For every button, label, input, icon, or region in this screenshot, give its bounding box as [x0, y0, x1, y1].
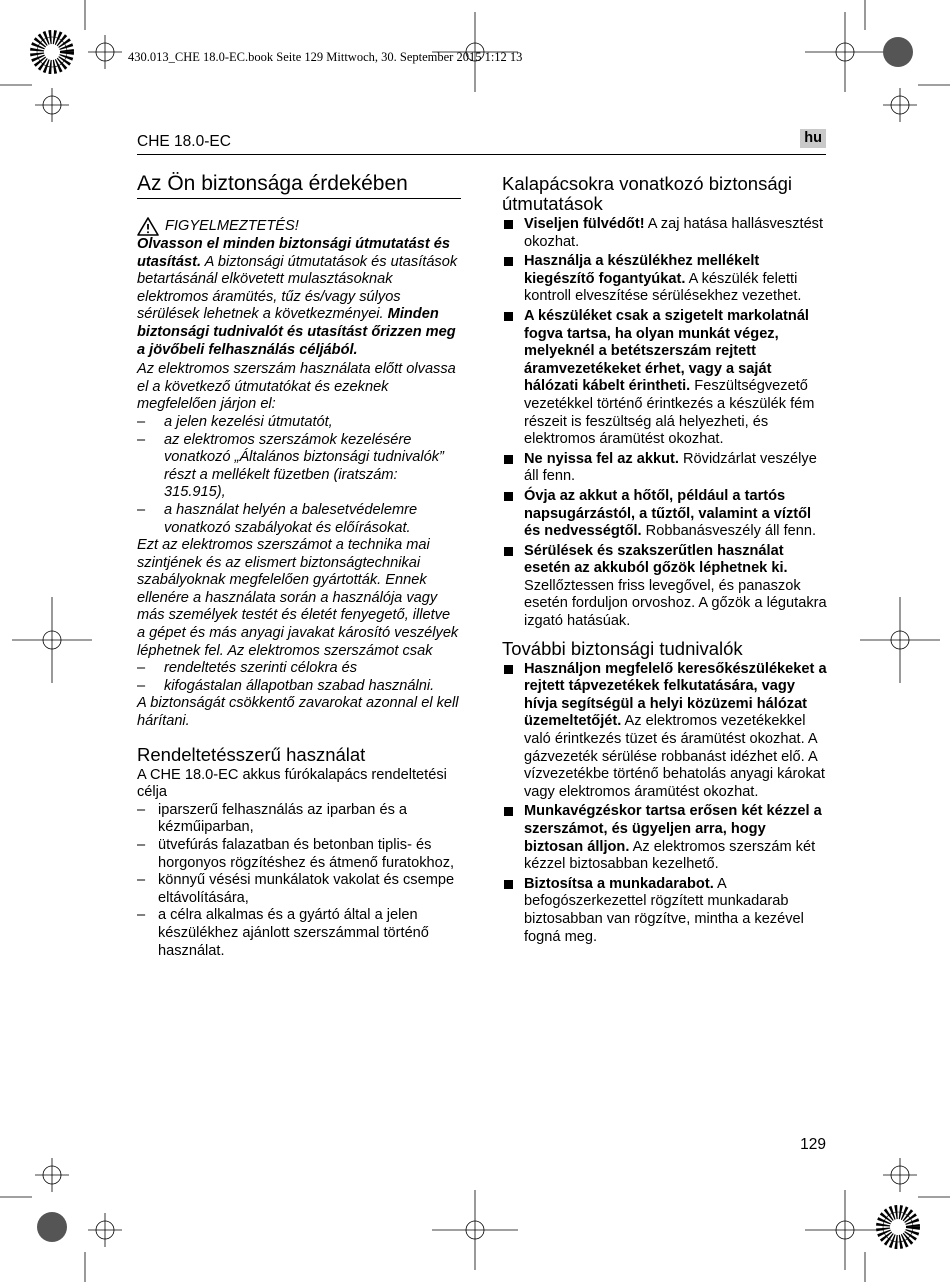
list-item: – rendeltetés szerinti célokra és: [137, 660, 461, 678]
right-column: [502, 174, 828, 948]
page-number: 129: [800, 1136, 826, 1153]
list-item: Ne nyissa fel az akkut. Rövidzárlat veszélye áll fenn.: [502, 451, 828, 486]
subsection-title: Rendeltetésszerű használat: [137, 743, 366, 765]
list-item: – a használat helyén a balesetvédelemre vonatkozó szabályokat és előírásokat.: [137, 502, 461, 537]
language-badge: hu: [800, 129, 826, 148]
list-item: Használja a készülékhez mellékelt kiegészítő fogantyúkat. A készülék feletti kontroll elveszítése sérülésekhez vezethet.: [502, 253, 828, 306]
list-item: – a célra alkalmas és a gyártó által a jelen készülékhez ajánlott szerszámmal történő használat.: [137, 907, 461, 960]
warning-icon: [137, 217, 159, 236]
print-header: 430.013_CHE 18.0-EC.book Seite 129 Mittwoch, 30. September 2015 1:12 13: [128, 50, 523, 64]
warning-label: FIGYELMEZTETÉS!: [165, 217, 299, 234]
section-title: Kalapácsokra vonatkozó biztonsági útmutatások: [502, 173, 793, 214]
model-name: CHE 18.0-EC: [137, 133, 231, 150]
paragraph: A biztonságát csökkentő zavarokat azonnal el kell hárítani.: [137, 695, 459, 730]
list-item: Viseljen fülvédőt! A zaj hatása hallásvesztést okozhat.: [502, 216, 828, 251]
list-item: Sérülések és szakszerűtlen használat esetén az akkuból gőzök léphetnek ki. Szellőztessen friss levegővel, és panaszok esetén forduljon orvoshoz. A gőzök a légutakra izgató hatásúak.: [502, 543, 828, 631]
list-item: – kifogástalan állapotban szabad használni.: [137, 678, 461, 696]
list-item: – ütvefúrás falazatban és betonban tiplis- és horgonyos rögzítéshez és átmenő furatokhoz,: [137, 837, 461, 872]
intro-text: Az elektromos szerszám használata előtt olvassa el a következő útmutatókat és ezeknek megfelelően járjon el:: [137, 361, 456, 413]
list-item: – könnyű vésési munkálatok vakolat és csempe eltávolítására,: [137, 872, 461, 907]
left-column: [137, 172, 461, 960]
warning-text: Olvasson el minden biztonsági útmutatást és utasítást. A biztonsági útmutatások és utasítások betartásánál elkövetett mulasztásoknak elektromos áramütés, tűz és/vagy súlyos sérülések lehetnek a következményei. Minden biztonsági tudnivalót és utasítást őrizzen meg a jövőbeli felhasználás céljából.: [137, 236, 458, 358]
subsection-title: További biztonsági tudnivalók: [502, 637, 743, 659]
list-item: Munkavégzéskor tartsa erősen két kézzel a szerszámot, és ügyeljen arra, hogy biztosan álljon. Az elektromos szerszám két kézzel biztosabban kezelhető.: [502, 803, 828, 873]
list-item: – a jelen kezelési útmutatót,: [137, 414, 461, 432]
list-item: A készüléket csak a szigetelt markolatnál fogva tartsa, ha olyan munkát végez, melyeknél a betétszerszám rejtett áramvezetékeket érhet, vagy a saját hálózati kábelt érintheti. Feszültségvezető vezetékkel történő érintkezés a készülék fém részeit is feszültség alá helyezheti, és elektromos áramütést okozhat.: [502, 308, 828, 449]
list-item: Óvja az akkut a hőtől, például a tartós napsugárzástól, a tűztől, valamint a víztől és nedvességtől. Robbanásveszély áll fenn.: [502, 488, 828, 541]
warning-heading: [137, 217, 461, 236]
section-title: Az Ön biztonsága érdekében: [137, 172, 461, 199]
paragraph: Ezt az elektromos szerszámot a technika mai szintjének és az elismert biztonságtechnikai szabályoknak megfelelően gyártották. Ennek ellenére a használata során a használója vagy más személyek testét és életét fenyegető, illetve a gépet és más anyagi javakat károsító veszélyek léphetnek fel. Az elektromos szerszámot csak: [137, 537, 459, 659]
list-item: – iparszerű felhasználás az iparban és a kézműiparban,: [137, 802, 461, 837]
page-header: [137, 130, 826, 155]
list-item: Használjon megfelelő keresőkészülékeket a rejtett tápvezetékek felkutatására, vagy hívja segítségül a helyi közüzemi hálózat üzemeltetőjét. Az elektromos vezetékekkel való érintkezés tüzet és áramütést okozhat. A gázvezeték sérülése robbanást idézhet elő. A vízvezetékbe történő behatolás anyagi károkat vagy elektromos áramütést okozhat.: [502, 661, 828, 802]
list-item: – az elektromos szerszámok kezelésére vonatkozó „Általános biztonsági tudnivalók” részt a mellékelt füzetben (iratszám: 315.915),: [137, 432, 461, 502]
list-item: Biztosítsa a munkadarabot. A befogószerkezettel rögzített munkadarab biztosabban van rögzítve, mintha a kezével fogná meg.: [502, 876, 828, 946]
paragraph: A CHE 18.0-EC akkus fúrókalapács rendeltetési célja: [137, 766, 447, 801]
